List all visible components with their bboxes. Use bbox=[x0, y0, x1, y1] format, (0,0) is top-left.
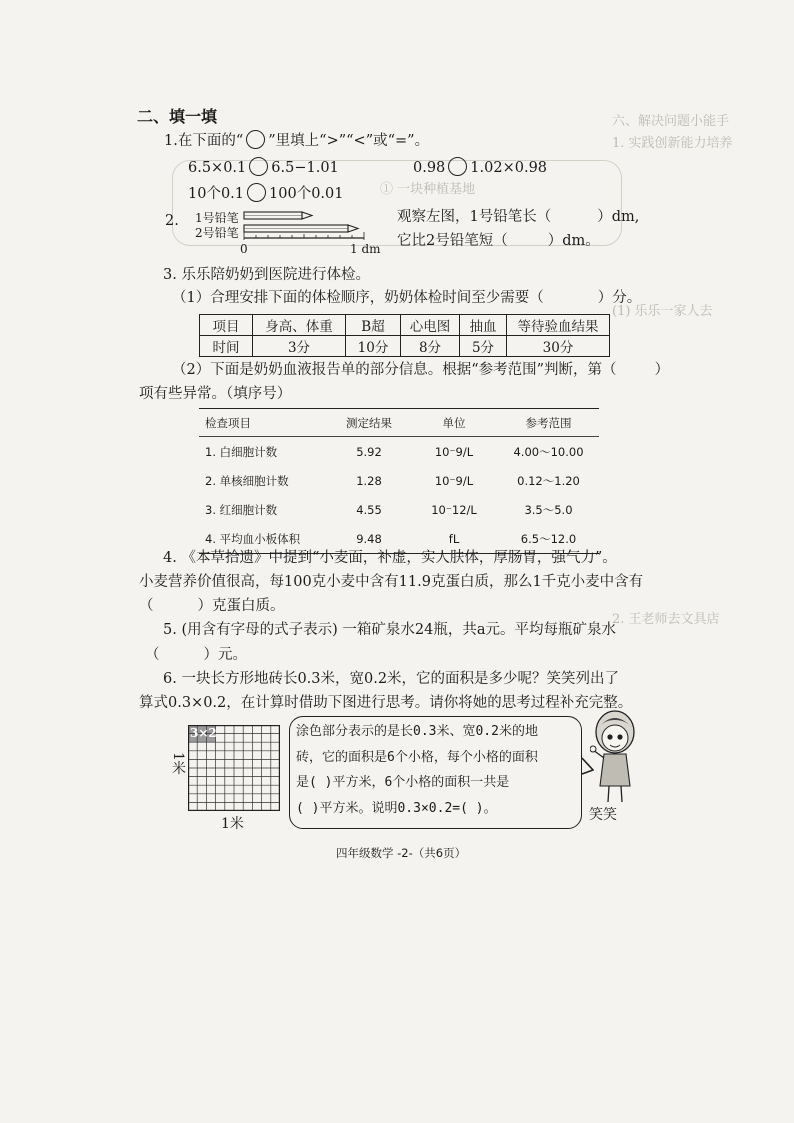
ghost-text: 六、解决问题小能手 bbox=[612, 114, 730, 129]
table-header-row: 检查项目 测定结果 单位 参考范围 bbox=[199, 409, 599, 437]
ghost-text: (1) 乐乐一家人去 bbox=[612, 304, 713, 319]
q4-line2: 小麦营养价值很高，每100克小麦中含有11.9克蛋白质，那么1千克小麦中含有 bbox=[139, 574, 644, 590]
q6-line1: 6. 一块长方形地砖长0.3米，宽0.2米，它的面积是多少呢？笑笑列出了 bbox=[163, 671, 620, 687]
q5-line2: （ ）元。 bbox=[145, 647, 247, 663]
table-row: 4. 平均血小板体积 9.48 fL 6.5～12.0 bbox=[199, 524, 599, 554]
table-row: 2. 单核细胞计数 1.28 10⁻9/L 0.12～1.20 bbox=[205, 473, 580, 488]
page-footer: 四年级数学 -2-（共6页） bbox=[336, 846, 467, 860]
q1-stem: 1.在下面的“ ”里填上“>”“<”或“=”。 bbox=[164, 130, 429, 151]
q2-number: 2. bbox=[165, 213, 179, 229]
ghost-text: 2. 王老师去文具店 bbox=[612, 612, 720, 627]
ruler-end-label: 1 dm bbox=[350, 242, 381, 256]
q3-part1: （1）合理安排下面的体检顺序，奶奶体检时间至少需要（ ）分。 bbox=[172, 290, 642, 306]
compare-circle-2[interactable] bbox=[448, 157, 467, 176]
section-title: 二、填一填 bbox=[137, 107, 218, 126]
ghost-text: ① 一块种植基地 bbox=[380, 182, 476, 197]
q6-line2: 算式0.3×0.2，在计算时借助下图进行思考。请你将她的思考过程补充完整。 bbox=[139, 695, 633, 711]
character-name: 笑笑 bbox=[589, 807, 617, 823]
q1-item: 0.98 1.02×0.98 bbox=[413, 157, 547, 178]
compare-circle-1[interactable] bbox=[249, 157, 268, 176]
q3-part2: （2）下面是奶奶血液报告单的部分信息。根据“参考范围”判断，第（ ） bbox=[172, 362, 670, 378]
pencil-ruler-figure bbox=[240, 208, 380, 244]
compare-circle-3[interactable] bbox=[247, 183, 266, 202]
pencil-2-label: 2号铅笔 bbox=[195, 226, 239, 240]
q1-item: 6.5×0.1 6.5−1.01 bbox=[188, 157, 339, 178]
table-row: 时间 3分 10分 8分 5分 30分 bbox=[200, 336, 610, 357]
grid-bottom-label: 1米 bbox=[221, 816, 244, 832]
table-row: 3. 红细胞计数 4.55 10⁻12/L 3.5～5.0 bbox=[205, 502, 573, 517]
pencil-1-label: 1号铅笔 bbox=[195, 211, 239, 225]
bubble-text: 涂色部分表示的是长0.3米、宽0.2米的地 砖，它的面积是6个小格，每个小格的面积 是( )平方米，6个小格的面积一共是 ( )平方米。说明0.3×0.2=( )。 bbox=[296, 724, 538, 816]
exam-schedule-table bbox=[199, 314, 610, 357]
table-header-row: 项目 身高、体重 B超 心电图 抽血 等待验血结果 bbox=[200, 315, 610, 336]
blood-report-table bbox=[199, 408, 599, 554]
girl-character-icon bbox=[590, 706, 640, 806]
table-row: 1. 白细胞计数 5.92 10⁻9/L 4.00～10.00 bbox=[205, 444, 584, 459]
ghost-text: 1. 实践创新能力培养 bbox=[612, 136, 733, 151]
ruler-start-label: 0 bbox=[240, 242, 248, 256]
grid-shaded-label: 3×2 bbox=[190, 726, 217, 740]
q3-stem: 3. 乐乐陪奶奶到医院进行体检。 bbox=[163, 267, 370, 283]
bubble-tail bbox=[560, 752, 594, 782]
q1-item: 10个0.1 100个0.01 bbox=[188, 183, 343, 204]
q4-line1: 4. 《本草拾遗》中提到“小麦面，补虚，实人肤体，厚肠胃，强气力”。 bbox=[163, 550, 617, 566]
q5-line1: 5. (用含有字母的式子表示) 一箱矿泉水24瓶，共a元。平均每瓶矿泉水 bbox=[163, 622, 616, 638]
q4-line3: （ ）克蛋白质。 bbox=[139, 598, 285, 614]
q2-line2: 它比2号铅笔短（ ）dm。 bbox=[397, 233, 600, 249]
circle-blank-icon bbox=[246, 130, 265, 149]
q3-part2-cont: 项有些异常。（填序号） bbox=[139, 386, 292, 402]
q2-line1: 观察左图，1号铅笔长（ ）dm, bbox=[397, 209, 640, 225]
grid-side-label: 1米 bbox=[170, 752, 186, 775]
